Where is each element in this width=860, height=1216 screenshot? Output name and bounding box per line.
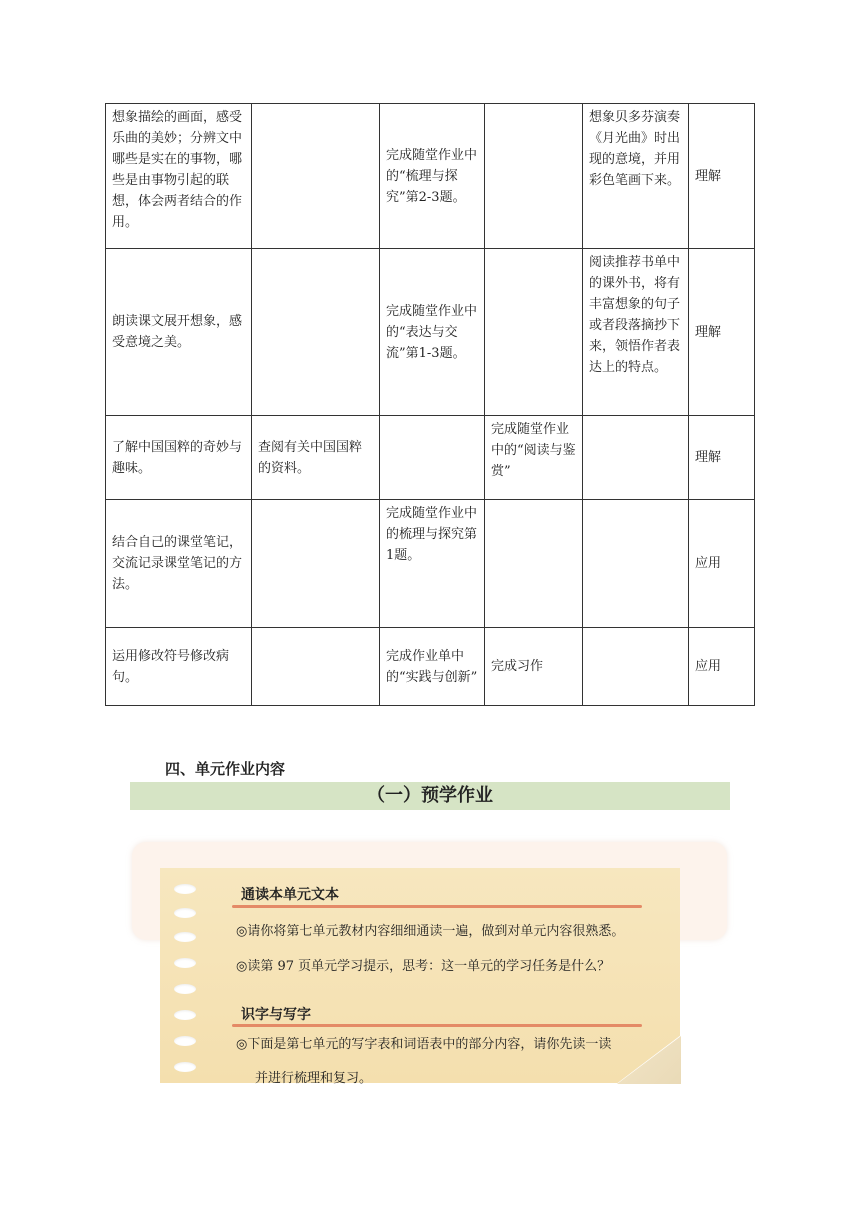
table-cell-class — [380, 416, 485, 500]
binder-hole — [174, 1010, 196, 1020]
binder-hole — [174, 884, 196, 894]
binder-hole — [174, 984, 196, 994]
sub-section-banner: （一）预学作业 — [130, 782, 730, 810]
table-cell-pre — [252, 104, 380, 249]
block-title-read: 通读本单元文本 — [241, 887, 339, 903]
table-cell-extend: 阅读推荐书单中的课外书，将有丰富想象的句子或者段落摘抄下来，领悟作者表达上的特点。 — [583, 249, 689, 416]
table-cell-goal: 朗读课文展开想象，感受意境之美。 — [106, 249, 252, 416]
table-cell-class: 完成作业单中的“实践与创新” — [380, 628, 485, 706]
table-row — [106, 628, 755, 706]
table-cell-level: 应用 — [689, 500, 755, 628]
table-cell-after: 完成习作 — [485, 628, 583, 706]
table-cell-pre — [252, 500, 380, 628]
binder-hole — [174, 1036, 196, 1046]
binder-hole — [174, 958, 196, 968]
table-cell-goal: 运用修改符号修改病句。 — [106, 628, 252, 706]
block-line: ◎下面是第七单元的写字表和词语表中的部分内容，请你先读一读 — [236, 1037, 612, 1052]
table-cell-after — [485, 249, 583, 416]
binder-hole — [174, 932, 196, 942]
table-cell-goal: 结合自己的课堂笔记，交流记录课堂笔记的方法。 — [106, 500, 252, 628]
table-cell-pre — [252, 249, 380, 416]
binder-hole — [174, 1062, 196, 1072]
table-cell-extend: 想象贝多芬演奏《月光曲》时出现的意境，并用彩色笔画下来。 — [583, 104, 689, 249]
table-cell-level: 理解 — [689, 104, 755, 249]
table-row — [106, 500, 755, 628]
table-cell-class: 完成随堂作业中的“梳理与探究”第2-3题。 — [380, 104, 485, 249]
table-cell-goal: 了解中国国粹的奇妙与趣味。 — [106, 416, 252, 500]
table-cell-level: 理解 — [689, 416, 755, 500]
table-cell-goal: 想象描绘的画面，感受乐曲的美妙；分辨文中哪些是实在的事物，哪些是由事物引起的联想，体会两者结合的作用。 — [106, 104, 252, 249]
table-row — [106, 249, 755, 416]
table-cell-extend — [583, 628, 689, 706]
block-line: ◎读第 97 页单元学习提示，思考：这一单元的学习任务是什么？ — [236, 959, 611, 974]
table-cell-pre — [252, 628, 380, 706]
table-cell-class: 完成随堂作业中的梳理与探究第1题。 — [380, 500, 485, 628]
block-title-write: 识字与写字 — [241, 1007, 311, 1023]
table-row — [106, 416, 755, 500]
block-line: ◎请你将第七单元教材内容细细通读一遍，做到对单元内容很熟悉。 — [236, 924, 625, 939]
table-cell-pre: 查阅有关中国国粹的资料。 — [252, 416, 380, 500]
table-row — [106, 104, 755, 249]
table-cell-extend — [583, 500, 689, 628]
table-cell-level: 应用 — [689, 628, 755, 706]
title-underline — [232, 1024, 642, 1027]
section-heading: 四、单元作业内容 — [165, 760, 286, 778]
table-cell-extend — [583, 416, 689, 500]
table-cell-after — [485, 104, 583, 249]
block-line: 并进行梳理和复习。 — [255, 1071, 373, 1086]
table-cell-class: 完成随堂作业中的“表达与交流”第1-3题。 — [380, 249, 485, 416]
table-cell-after: 完成随堂作业中的“阅读与鉴赏” — [485, 416, 583, 500]
table-cell-after — [485, 500, 583, 628]
binder-hole — [174, 908, 196, 918]
title-underline — [232, 905, 642, 908]
homework-design-table — [105, 103, 755, 706]
table-cell-level: 理解 — [689, 249, 755, 416]
